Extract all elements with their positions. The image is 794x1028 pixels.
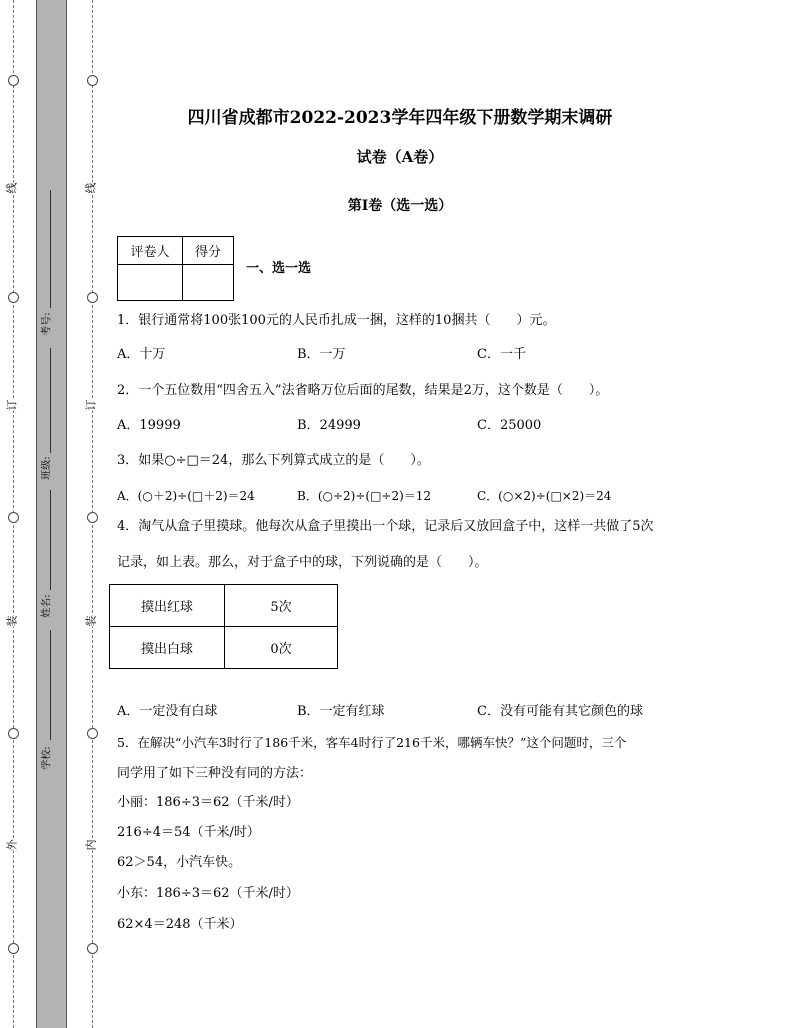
score-box-score-label: 得分 [183, 237, 234, 265]
table-row [110, 627, 338, 669]
field-line-exam-number [50, 190, 51, 308]
question-5-line: 小东：186÷3＝62（千米/时） [117, 886, 299, 901]
binding-band [36, 0, 67, 1028]
binding-hole [87, 943, 98, 954]
inner-mark-nei: 内 [84, 839, 98, 851]
question-1-stem: 1．银行通常将100张100元的人民币扎成一捆，这样的10捆共（ ）元。 [117, 313, 556, 328]
question-4-option-c: C．没有可能有其它颜色的球 [477, 704, 643, 719]
question-4-option-a: A．一定没有白球 [117, 704, 218, 719]
question-1-option-c: C．一千 [477, 347, 526, 362]
binding-hole [8, 512, 19, 523]
ball-record-table [109, 584, 338, 669]
question-5-line: 62＞54，小汽车快。 [117, 855, 242, 870]
question-3-option-c: C．(○×2)÷(□×2)＝24 [477, 489, 612, 503]
inner-mark-ding: 订 [84, 399, 98, 411]
question-4-option-b: B．一定有红球 [297, 704, 385, 719]
table-cell: 0次 [225, 627, 338, 669]
table-cell: 摸出白球 [110, 627, 225, 669]
section-title: 一、选一选 [246, 261, 312, 276]
field-line-class [50, 348, 51, 453]
question-3-option-a: A．(○＋2)÷(□＋2)＝24 [117, 489, 255, 503]
binding-hole [87, 292, 98, 303]
question-2-option-b: B．24999 [297, 418, 361, 433]
question-5-stem-line2: 同学用了如下三种没有同的方法： [117, 766, 313, 781]
question-5-line: 62×4＝248（千米） [117, 917, 243, 932]
field-label-name: 姓名: [41, 594, 53, 618]
part-title: 第Ⅰ卷（选一选） [347, 198, 453, 214]
question-1-option-a: A．十万 [117, 347, 166, 362]
score-box-grader-label: 评卷人 [118, 237, 183, 265]
score-box-grader-cell[interactable] [118, 265, 183, 301]
inner-mark-xian: 线 [84, 182, 98, 194]
question-3-option-b: B．(○÷2)÷(□÷2)＝12 [297, 489, 432, 503]
score-box-score-cell[interactable] [183, 265, 234, 301]
binding-hole [87, 75, 98, 86]
binding-hole [8, 728, 19, 739]
table-row [110, 585, 338, 627]
binding-hole [8, 75, 19, 86]
table-cell: 5次 [225, 585, 338, 627]
binding-hole [87, 512, 98, 523]
inner-mark-zhuang: 装 [84, 615, 98, 627]
field-line-school [50, 630, 51, 740]
outer-mark-ding: 订 [5, 399, 19, 411]
outer-mark-wai: 外 [5, 839, 19, 851]
field-label-exam-number: 考号: [41, 312, 53, 336]
field-label-school: 学校: [41, 746, 53, 770]
score-box [117, 236, 234, 301]
question-2-option-c: C．25000 [477, 418, 542, 433]
question-5-line: 小丽：186÷3＝62（千米/时） [117, 795, 299, 810]
field-line-name [50, 490, 51, 590]
question-2-stem: 2．一个五位数用“四舍五入”法省略万位后面的尾数，结果是2万，这个数是（ ）。 [117, 383, 609, 398]
question-5-stem-line1: 5．在解决“小汽车3时行了186千米，客车4时行了216千米，哪辆车快？”这个问题时，三个 [117, 735, 627, 750]
question-4-stem-line2: 记录，如上表。那么，对于盒子中的球，下列说确的是（ ）。 [117, 555, 488, 570]
outer-mark-xian: 线 [5, 182, 19, 194]
binding-hole [87, 728, 98, 739]
binding-hole [8, 943, 19, 954]
question-5-line: 216÷4＝54（千米/时） [117, 825, 260, 840]
outer-mark-zhuang: 装 [5, 615, 19, 627]
question-4-stem-line1: 4．淘气从盒子里摸球。他每次从盒子里摸出一个球，记录后又放回盒子中，这样一共做了5次 [117, 519, 654, 534]
question-2-option-a: A．19999 [117, 418, 181, 433]
question-3-stem: 3．如果○÷□＝24，那么下列算式成立的是（ ）。 [117, 453, 430, 468]
exam-title: 四川省成都市2022-2023学年四年级下册数学期末调研 [187, 108, 613, 128]
question-1-option-b: B．一万 [297, 347, 346, 362]
field-label-class: 班级: [41, 456, 53, 480]
exam-title-volume: 试卷（A卷） [356, 148, 444, 166]
table-cell: 摸出红球 [110, 585, 225, 627]
binding-hole [8, 292, 19, 303]
